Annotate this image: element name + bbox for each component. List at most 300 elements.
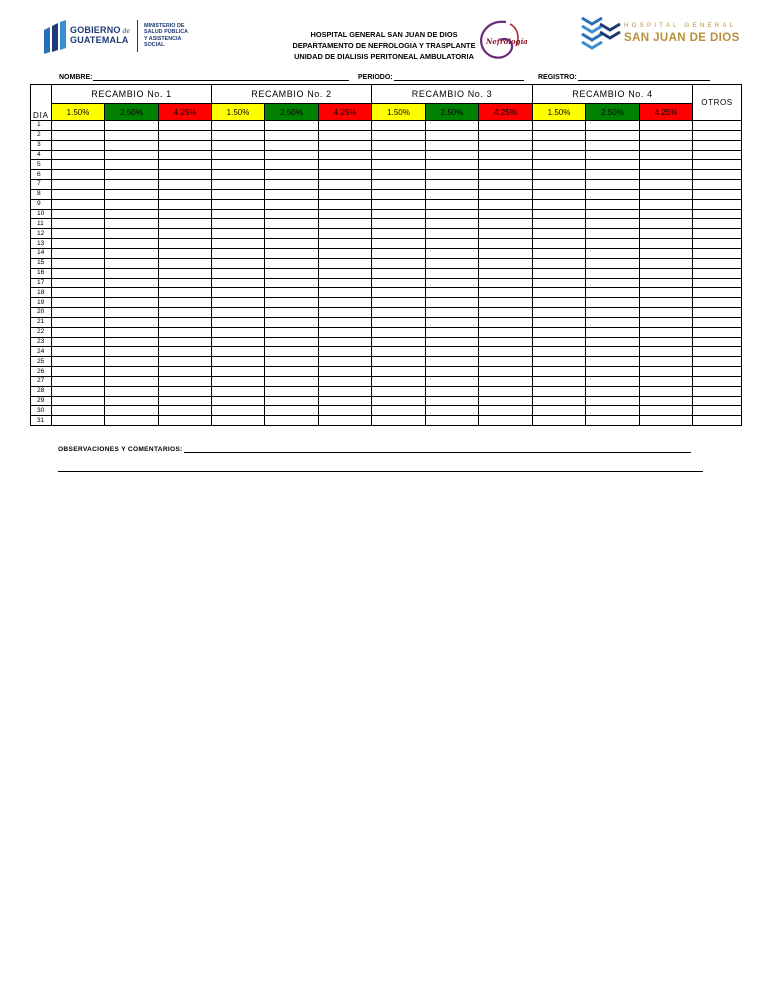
recambio-entry-cell[interactable] <box>372 180 426 190</box>
recambio-entry-cell[interactable] <box>265 209 319 219</box>
recambio-entry-cell[interactable] <box>52 219 105 229</box>
recambio-entry-cell[interactable] <box>52 180 105 190</box>
recambio-entry-cell[interactable] <box>372 416 426 426</box>
recambio-entry-cell[interactable] <box>426 327 479 337</box>
recambio-entry-cell[interactable] <box>586 189 640 199</box>
recambio-entry-cell[interactable] <box>265 347 319 357</box>
recambio-entry-cell[interactable] <box>105 150 159 160</box>
recambio-entry-cell[interactable] <box>640 288 693 298</box>
recambio-entry-cell[interactable] <box>319 308 372 318</box>
recambio-entry-cell[interactable] <box>372 347 426 357</box>
recambio-entry-cell[interactable] <box>586 199 640 209</box>
periodo-field[interactable] <box>358 73 524 81</box>
recambio-entry-cell[interactable] <box>105 258 159 268</box>
recambio-entry-cell[interactable] <box>640 327 693 337</box>
recambio-entry-cell[interactable] <box>159 150 212 160</box>
recambio-entry-cell[interactable] <box>159 229 212 239</box>
otros-entry-cell[interactable] <box>693 268 742 278</box>
recambio-entry-cell[interactable] <box>426 258 479 268</box>
recambio-entry-cell[interactable] <box>319 376 372 386</box>
recambio-entry-cell[interactable] <box>212 327 265 337</box>
recambio-entry-cell[interactable] <box>372 268 426 278</box>
recambio-entry-cell[interactable] <box>52 229 105 239</box>
recambio-entry-cell[interactable] <box>319 199 372 209</box>
recambio-entry-cell[interactable] <box>533 248 586 258</box>
recambio-entry-cell[interactable] <box>212 357 265 367</box>
recambio-entry-cell[interactable] <box>212 189 265 199</box>
recambio-entry-cell[interactable] <box>479 229 533 239</box>
recambio-entry-cell[interactable] <box>105 140 159 150</box>
recambio-entry-cell[interactable] <box>52 357 105 367</box>
recambio-entry-cell[interactable] <box>265 268 319 278</box>
recambio-entry-cell[interactable] <box>372 258 426 268</box>
recambio-entry-cell[interactable] <box>52 367 105 377</box>
recambio-entry-cell[interactable] <box>533 130 586 140</box>
recambio-entry-cell[interactable] <box>105 317 159 327</box>
otros-entry-cell[interactable] <box>693 150 742 160</box>
recambio-entry-cell[interactable] <box>105 209 159 219</box>
recambio-entry-cell[interactable] <box>319 367 372 377</box>
recambio-entry-cell[interactable] <box>105 268 159 278</box>
recambio-entry-cell[interactable] <box>372 121 426 131</box>
recambio-entry-cell[interactable] <box>640 278 693 288</box>
otros-entry-cell[interactable] <box>693 248 742 258</box>
otros-entry-cell[interactable] <box>693 160 742 170</box>
recambio-entry-cell[interactable] <box>212 308 265 318</box>
recambio-entry-cell[interactable] <box>212 239 265 249</box>
recambio-entry-cell[interactable] <box>319 189 372 199</box>
recambio-entry-cell[interactable] <box>479 298 533 308</box>
otros-entry-cell[interactable] <box>693 229 742 239</box>
recambio-entry-cell[interactable] <box>533 160 586 170</box>
recambio-entry-cell[interactable] <box>319 406 372 416</box>
recambio-entry-cell[interactable] <box>319 229 372 239</box>
recambio-entry-cell[interactable] <box>319 160 372 170</box>
recambio-entry-cell[interactable] <box>586 367 640 377</box>
recambio-entry-cell[interactable] <box>265 189 319 199</box>
recambio-entry-cell[interactable] <box>479 278 533 288</box>
recambio-entry-cell[interactable] <box>640 209 693 219</box>
recambio-entry-cell[interactable] <box>426 268 479 278</box>
observations-field[interactable] <box>58 444 691 453</box>
observations-second-line[interactable] <box>58 471 703 472</box>
recambio-entry-cell[interactable] <box>479 406 533 416</box>
recambio-entry-cell[interactable] <box>159 140 212 150</box>
recambio-entry-cell[interactable] <box>265 140 319 150</box>
recambio-entry-cell[interactable] <box>426 248 479 258</box>
recambio-entry-cell[interactable] <box>105 278 159 288</box>
recambio-entry-cell[interactable] <box>105 189 159 199</box>
recambio-entry-cell[interactable] <box>265 239 319 249</box>
otros-entry-cell[interactable] <box>693 416 742 426</box>
otros-entry-cell[interactable] <box>693 327 742 337</box>
recambio-entry-cell[interactable] <box>105 180 159 190</box>
recambio-entry-cell[interactable] <box>640 396 693 406</box>
recambio-entry-cell[interactable] <box>319 140 372 150</box>
recambio-entry-cell[interactable] <box>640 308 693 318</box>
recambio-entry-cell[interactable] <box>319 396 372 406</box>
recambio-entry-cell[interactable] <box>479 140 533 150</box>
otros-entry-cell[interactable] <box>693 219 742 229</box>
recambio-entry-cell[interactable] <box>640 121 693 131</box>
recambio-entry-cell[interactable] <box>533 386 586 396</box>
recambio-entry-cell[interactable] <box>372 150 426 160</box>
recambio-entry-cell[interactable] <box>533 180 586 190</box>
recambio-entry-cell[interactable] <box>265 199 319 209</box>
recambio-entry-cell[interactable] <box>479 170 533 180</box>
recambio-entry-cell[interactable] <box>586 396 640 406</box>
recambio-entry-cell[interactable] <box>52 396 105 406</box>
recambio-entry-cell[interactable] <box>426 317 479 327</box>
recambio-entry-cell[interactable] <box>533 308 586 318</box>
recambio-entry-cell[interactable] <box>265 130 319 140</box>
recambio-entry-cell[interactable] <box>479 219 533 229</box>
otros-entry-cell[interactable] <box>693 317 742 327</box>
recambio-entry-cell[interactable] <box>159 337 212 347</box>
recambio-entry-cell[interactable] <box>533 337 586 347</box>
recambio-entry-cell[interactable] <box>586 357 640 367</box>
otros-entry-cell[interactable] <box>693 258 742 268</box>
recambio-entry-cell[interactable] <box>159 416 212 426</box>
recambio-entry-cell[interactable] <box>533 317 586 327</box>
recambio-entry-cell[interactable] <box>640 337 693 347</box>
recambio-entry-cell[interactable] <box>212 317 265 327</box>
recambio-entry-cell[interactable] <box>479 337 533 347</box>
recambio-entry-cell[interactable] <box>212 130 265 140</box>
recambio-entry-cell[interactable] <box>533 239 586 249</box>
recambio-entry-cell[interactable] <box>372 396 426 406</box>
recambio-entry-cell[interactable] <box>212 367 265 377</box>
recambio-entry-cell[interactable] <box>479 258 533 268</box>
recambio-entry-cell[interactable] <box>159 347 212 357</box>
recambio-entry-cell[interactable] <box>426 140 479 150</box>
recambio-entry-cell[interactable] <box>640 160 693 170</box>
recambio-entry-cell[interactable] <box>640 347 693 357</box>
recambio-entry-cell[interactable] <box>372 376 426 386</box>
recambio-entry-cell[interactable] <box>159 357 212 367</box>
recambio-entry-cell[interactable] <box>586 140 640 150</box>
recambio-entry-cell[interactable] <box>479 160 533 170</box>
recambio-entry-cell[interactable] <box>479 209 533 219</box>
recambio-entry-cell[interactable] <box>533 367 586 377</box>
recambio-entry-cell[interactable] <box>586 337 640 347</box>
recambio-entry-cell[interactable] <box>372 308 426 318</box>
otros-entry-cell[interactable] <box>693 367 742 377</box>
recambio-entry-cell[interactable] <box>319 386 372 396</box>
recambio-entry-cell[interactable] <box>533 258 586 268</box>
recambio-entry-cell[interactable] <box>479 386 533 396</box>
recambio-entry-cell[interactable] <box>265 308 319 318</box>
recambio-entry-cell[interactable] <box>586 278 640 288</box>
recambio-entry-cell[interactable] <box>586 219 640 229</box>
recambio-entry-cell[interactable] <box>586 386 640 396</box>
recambio-entry-cell[interactable] <box>586 308 640 318</box>
recambio-entry-cell[interactable] <box>212 209 265 219</box>
recambio-entry-cell[interactable] <box>265 298 319 308</box>
recambio-entry-cell[interactable] <box>533 150 586 160</box>
recambio-entry-cell[interactable] <box>319 239 372 249</box>
recambio-entry-cell[interactable] <box>159 367 212 377</box>
recambio-entry-cell[interactable] <box>265 327 319 337</box>
recambio-entry-cell[interactable] <box>533 327 586 337</box>
recambio-entry-cell[interactable] <box>533 140 586 150</box>
recambio-entry-cell[interactable] <box>52 317 105 327</box>
recambio-entry-cell[interactable] <box>212 140 265 150</box>
recambio-entry-cell[interactable] <box>479 130 533 140</box>
recambio-entry-cell[interactable] <box>319 347 372 357</box>
recambio-entry-cell[interactable] <box>426 357 479 367</box>
recambio-entry-cell[interactable] <box>265 406 319 416</box>
recambio-entry-cell[interactable] <box>479 308 533 318</box>
recambio-entry-cell[interactable] <box>533 298 586 308</box>
recambio-entry-cell[interactable] <box>52 130 105 140</box>
recambio-entry-cell[interactable] <box>105 248 159 258</box>
recambio-entry-cell[interactable] <box>319 357 372 367</box>
recambio-entry-cell[interactable] <box>52 170 105 180</box>
recambio-entry-cell[interactable] <box>479 327 533 337</box>
recambio-entry-cell[interactable] <box>265 219 319 229</box>
otros-entry-cell[interactable] <box>693 170 742 180</box>
recambio-entry-cell[interactable] <box>212 396 265 406</box>
recambio-entry-cell[interactable] <box>52 327 105 337</box>
recambio-entry-cell[interactable] <box>212 278 265 288</box>
otros-entry-cell[interactable] <box>693 278 742 288</box>
recambio-entry-cell[interactable] <box>52 268 105 278</box>
recambio-entry-cell[interactable] <box>426 180 479 190</box>
recambio-entry-cell[interactable] <box>640 298 693 308</box>
recambio-entry-cell[interactable] <box>426 130 479 140</box>
recambio-entry-cell[interactable] <box>159 219 212 229</box>
recambio-entry-cell[interactable] <box>265 170 319 180</box>
recambio-entry-cell[interactable] <box>159 386 212 396</box>
recambio-entry-cell[interactable] <box>319 180 372 190</box>
recambio-entry-cell[interactable] <box>212 229 265 239</box>
recambio-entry-cell[interactable] <box>479 396 533 406</box>
otros-entry-cell[interactable] <box>693 189 742 199</box>
recambio-entry-cell[interactable] <box>533 347 586 357</box>
recambio-entry-cell[interactable] <box>52 298 105 308</box>
recambio-entry-cell[interactable] <box>586 327 640 337</box>
recambio-entry-cell[interactable] <box>52 121 105 131</box>
recambio-entry-cell[interactable] <box>640 248 693 258</box>
recambio-entry-cell[interactable] <box>265 288 319 298</box>
recambio-entry-cell[interactable] <box>212 258 265 268</box>
recambio-entry-cell[interactable] <box>319 209 372 219</box>
recambio-entry-cell[interactable] <box>533 396 586 406</box>
recambio-entry-cell[interactable] <box>586 248 640 258</box>
recambio-entry-cell[interactable] <box>265 150 319 160</box>
recambio-entry-cell[interactable] <box>586 229 640 239</box>
recambio-entry-cell[interactable] <box>212 347 265 357</box>
recambio-entry-cell[interactable] <box>159 239 212 249</box>
recambio-entry-cell[interactable] <box>586 180 640 190</box>
otros-entry-cell[interactable] <box>693 130 742 140</box>
recambio-entry-cell[interactable] <box>52 258 105 268</box>
recambio-entry-cell[interactable] <box>640 140 693 150</box>
recambio-entry-cell[interactable] <box>426 160 479 170</box>
recambio-entry-cell[interactable] <box>105 416 159 426</box>
recambio-entry-cell[interactable] <box>533 209 586 219</box>
recambio-entry-cell[interactable] <box>426 337 479 347</box>
recambio-entry-cell[interactable] <box>533 219 586 229</box>
recambio-entry-cell[interactable] <box>426 170 479 180</box>
observations-input-line[interactable] <box>184 444 691 453</box>
recambio-entry-cell[interactable] <box>212 268 265 278</box>
recambio-entry-cell[interactable] <box>640 150 693 160</box>
periodo-input-line[interactable] <box>394 73 524 81</box>
otros-entry-cell[interactable] <box>693 209 742 219</box>
recambio-entry-cell[interactable] <box>640 219 693 229</box>
recambio-entry-cell[interactable] <box>640 367 693 377</box>
recambio-entry-cell[interactable] <box>52 386 105 396</box>
otros-entry-cell[interactable] <box>693 357 742 367</box>
recambio-entry-cell[interactable] <box>586 268 640 278</box>
otros-entry-cell[interactable] <box>693 288 742 298</box>
recambio-entry-cell[interactable] <box>533 357 586 367</box>
recambio-entry-cell[interactable] <box>586 170 640 180</box>
recambio-entry-cell[interactable] <box>265 337 319 347</box>
recambio-entry-cell[interactable] <box>212 150 265 160</box>
recambio-entry-cell[interactable] <box>479 288 533 298</box>
recambio-entry-cell[interactable] <box>319 327 372 337</box>
recambio-entry-cell[interactable] <box>479 357 533 367</box>
otros-entry-cell[interactable] <box>693 376 742 386</box>
recambio-entry-cell[interactable] <box>372 406 426 416</box>
otros-entry-cell[interactable] <box>693 347 742 357</box>
nombre-input-line[interactable] <box>93 73 349 81</box>
recambio-entry-cell[interactable] <box>533 189 586 199</box>
recambio-entry-cell[interactable] <box>640 170 693 180</box>
recambio-entry-cell[interactable] <box>426 121 479 131</box>
recambio-entry-cell[interactable] <box>105 367 159 377</box>
recambio-entry-cell[interactable] <box>372 170 426 180</box>
recambio-entry-cell[interactable] <box>265 248 319 258</box>
recambio-entry-cell[interactable] <box>640 416 693 426</box>
recambio-entry-cell[interactable] <box>426 406 479 416</box>
recambio-entry-cell[interactable] <box>52 239 105 249</box>
otros-entry-cell[interactable] <box>693 406 742 416</box>
recambio-entry-cell[interactable] <box>319 298 372 308</box>
recambio-entry-cell[interactable] <box>426 239 479 249</box>
recambio-entry-cell[interactable] <box>265 317 319 327</box>
recambio-entry-cell[interactable] <box>319 248 372 258</box>
recambio-entry-cell[interactable] <box>372 189 426 199</box>
recambio-entry-cell[interactable] <box>372 288 426 298</box>
recambio-entry-cell[interactable] <box>105 160 159 170</box>
recambio-entry-cell[interactable] <box>105 288 159 298</box>
recambio-entry-cell[interactable] <box>105 337 159 347</box>
recambio-entry-cell[interactable] <box>479 376 533 386</box>
recambio-entry-cell[interactable] <box>586 130 640 140</box>
recambio-entry-cell[interactable] <box>533 416 586 426</box>
recambio-entry-cell[interactable] <box>533 406 586 416</box>
recambio-entry-cell[interactable] <box>372 219 426 229</box>
recambio-entry-cell[interactable] <box>426 396 479 406</box>
recambio-entry-cell[interactable] <box>372 278 426 288</box>
recambio-entry-cell[interactable] <box>52 337 105 347</box>
recambio-entry-cell[interactable] <box>586 239 640 249</box>
recambio-entry-cell[interactable] <box>586 209 640 219</box>
recambio-entry-cell[interactable] <box>426 386 479 396</box>
recambio-entry-cell[interactable] <box>159 278 212 288</box>
recambio-entry-cell[interactable] <box>319 278 372 288</box>
otros-entry-cell[interactable] <box>693 396 742 406</box>
recambio-entry-cell[interactable] <box>265 121 319 131</box>
recambio-entry-cell[interactable] <box>159 209 212 219</box>
recambio-entry-cell[interactable] <box>52 209 105 219</box>
recambio-entry-cell[interactable] <box>52 288 105 298</box>
recambio-entry-cell[interactable] <box>533 268 586 278</box>
recambio-entry-cell[interactable] <box>372 239 426 249</box>
recambio-entry-cell[interactable] <box>479 150 533 160</box>
recambio-entry-cell[interactable] <box>533 199 586 209</box>
recambio-entry-cell[interactable] <box>479 347 533 357</box>
recambio-entry-cell[interactable] <box>319 317 372 327</box>
recambio-entry-cell[interactable] <box>52 248 105 258</box>
recambio-entry-cell[interactable] <box>52 416 105 426</box>
recambio-entry-cell[interactable] <box>533 121 586 131</box>
recambio-entry-cell[interactable] <box>586 288 640 298</box>
recambio-entry-cell[interactable] <box>372 357 426 367</box>
recambio-entry-cell[interactable] <box>52 189 105 199</box>
recambio-entry-cell[interactable] <box>533 278 586 288</box>
recambio-entry-cell[interactable] <box>212 180 265 190</box>
recambio-entry-cell[interactable] <box>640 406 693 416</box>
recambio-entry-cell[interactable] <box>212 386 265 396</box>
recambio-entry-cell[interactable] <box>265 278 319 288</box>
otros-entry-cell[interactable] <box>693 308 742 318</box>
recambio-entry-cell[interactable] <box>105 396 159 406</box>
recambio-entry-cell[interactable] <box>319 416 372 426</box>
recambio-entry-cell[interactable] <box>52 308 105 318</box>
recambio-entry-cell[interactable] <box>265 357 319 367</box>
recambio-entry-cell[interactable] <box>640 239 693 249</box>
recambio-entry-cell[interactable] <box>265 416 319 426</box>
recambio-entry-cell[interactable] <box>212 248 265 258</box>
recambio-entry-cell[interactable] <box>212 170 265 180</box>
recambio-entry-cell[interactable] <box>479 317 533 327</box>
recambio-entry-cell[interactable] <box>319 170 372 180</box>
recambio-entry-cell[interactable] <box>105 239 159 249</box>
recambio-entry-cell[interactable] <box>426 298 479 308</box>
recambio-entry-cell[interactable] <box>372 160 426 170</box>
otros-entry-cell[interactable] <box>693 121 742 131</box>
recambio-entry-cell[interactable] <box>586 347 640 357</box>
recambio-entry-cell[interactable] <box>533 229 586 239</box>
recambio-entry-cell[interactable] <box>105 406 159 416</box>
recambio-entry-cell[interactable] <box>426 150 479 160</box>
recambio-entry-cell[interactable] <box>640 180 693 190</box>
recambio-entry-cell[interactable] <box>640 268 693 278</box>
recambio-entry-cell[interactable] <box>159 121 212 131</box>
recambio-entry-cell[interactable] <box>52 160 105 170</box>
recambio-entry-cell[interactable] <box>105 219 159 229</box>
recambio-entry-cell[interactable] <box>159 199 212 209</box>
recambio-entry-cell[interactable] <box>105 170 159 180</box>
recambio-entry-cell[interactable] <box>265 160 319 170</box>
registro-field[interactable] <box>538 73 710 81</box>
recambio-entry-cell[interactable] <box>426 229 479 239</box>
recambio-entry-cell[interactable] <box>212 288 265 298</box>
recambio-entry-cell[interactable] <box>212 160 265 170</box>
recambio-entry-cell[interactable] <box>372 199 426 209</box>
recambio-entry-cell[interactable] <box>52 278 105 288</box>
recambio-entry-cell[interactable] <box>105 130 159 140</box>
recambio-entry-cell[interactable] <box>372 248 426 258</box>
recambio-entry-cell[interactable] <box>372 327 426 337</box>
recambio-entry-cell[interactable] <box>159 268 212 278</box>
recambio-entry-cell[interactable] <box>319 150 372 160</box>
